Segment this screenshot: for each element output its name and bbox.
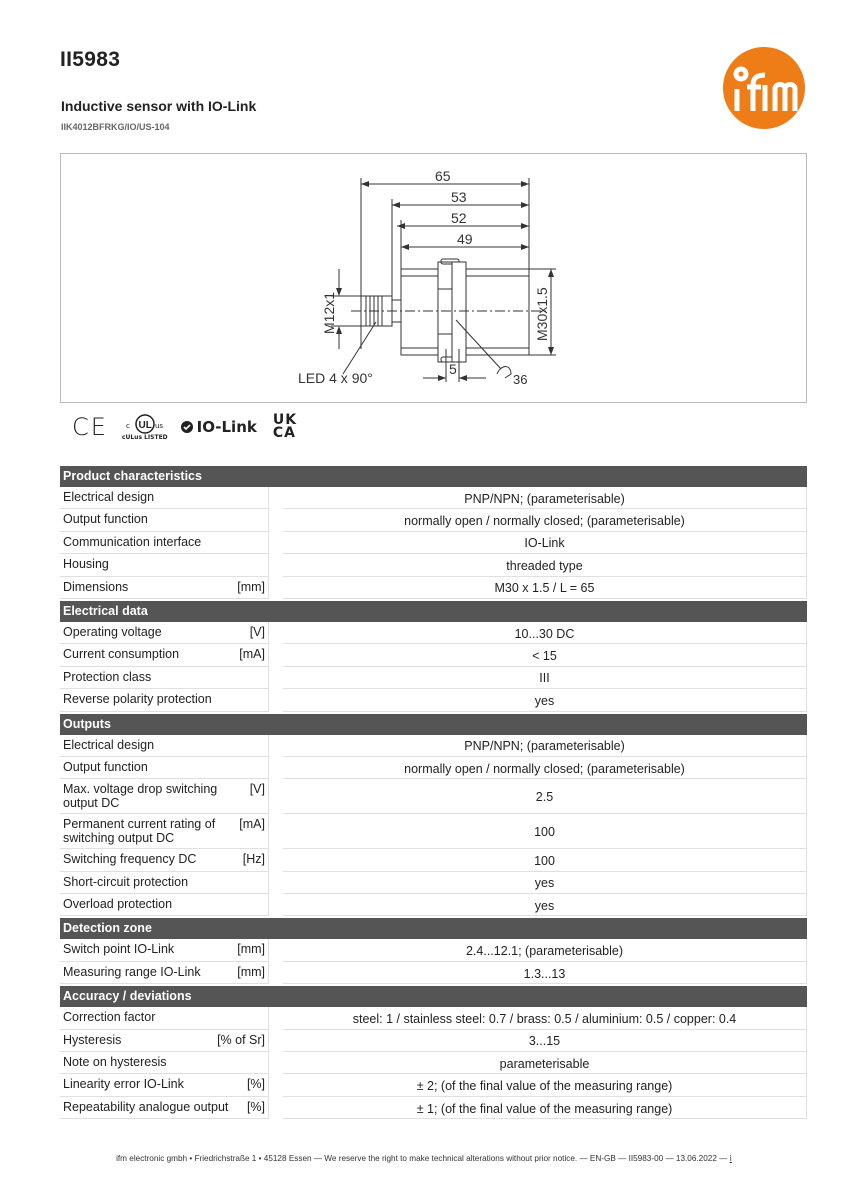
product-code: II5983 [60,48,121,71]
spec-row [60,872,807,894]
spec-label-cell [60,554,269,576]
spec-row [60,689,807,711]
spec-label: Correction factor [63,1010,156,1025]
led-label: LED 4 x 90° [298,370,373,386]
dim-5: 5 [449,361,457,377]
svg-text:us: us [154,421,163,430]
spec-row [60,779,807,814]
spec-value: 10...30 DC [283,622,807,644]
spec-label-cell [60,509,269,531]
spec-label: Switching frequency DC [63,852,197,867]
product-name: Inductive sensor with IO-Link [61,98,257,114]
spec-value: PNP/NPN; (parameterisable) [283,735,807,757]
spec-value: 100 [283,849,807,871]
dim-65: 65 [435,168,451,184]
spec-unit [259,875,265,890]
spec-row [60,814,807,849]
spec-value: yes [283,872,807,894]
spec-row [60,644,807,666]
spec-label: Permanent current rating of switching output DC [63,817,216,846]
spec-label-cell [60,814,269,849]
spec-row [60,1097,807,1119]
page-footer [0,1153,848,1163]
spec-value: < 15 [283,644,807,666]
io-link-mark [180,418,257,436]
spec-table [60,464,807,1119]
spec-label-cell [60,577,269,599]
spec-row [60,554,807,576]
ul-mark [122,414,168,441]
spec-row [60,622,807,644]
certification-marks [72,410,301,444]
spec-label: Measuring range IO-Link [63,964,201,979]
spec-unit: [%] [246,1099,265,1114]
spec-label: Max. voltage drop switching output DC [63,782,218,811]
dim-53: 53 [451,189,467,205]
spec-row [60,849,807,871]
article-number: IIK4012BFRKG/IO/US-104 [61,122,170,132]
spec-value: 2.5 [283,779,807,814]
spec-label-cell [60,757,269,779]
spec-label-cell [60,735,269,757]
spec-label: Short-circuit protection [63,874,189,889]
spec-row [60,1074,807,1096]
spec-unit: [Hz] [242,852,265,867]
spec-unit [259,897,265,912]
spec-label-cell [60,1030,269,1052]
spec-unit: [mm] [237,964,265,979]
spec-unit: [%] [246,1077,265,1092]
spec-unit: [V] [249,624,265,639]
spec-unit [259,1055,265,1070]
spec-value: III [283,667,807,689]
spec-label: Reverse polarity protection [63,692,212,707]
spec-value: ± 2; (of the final value of the measuring range) [283,1074,807,1096]
spec-label-cell [60,532,269,554]
spec-label: Communication interface [63,534,202,549]
spec-value: PNP/NPN; (parameterisable) [283,487,807,509]
ce-mark: CE [72,413,108,441]
spec-label-cell [60,779,269,814]
spec-row [60,1052,807,1074]
spec-value: parameterisable [283,1052,807,1074]
spec-label: Overload protection [63,897,173,912]
spec-label: Hysteresis [63,1032,122,1047]
spec-unit: [% of Sr] [217,1032,265,1047]
spec-value: threaded type [283,554,807,576]
spec-label: Housing [63,557,109,572]
spec-unit [259,760,265,775]
spec-label-cell [60,1074,269,1096]
spec-unit [259,512,265,527]
spec-label-cell [60,939,269,961]
dimension-drawing [60,153,807,403]
spec-unit [259,670,265,685]
spec-label-cell [60,872,269,894]
spec-unit [259,557,265,572]
spec-unit: [V] [249,782,265,797]
spec-unit: [mA] [239,817,265,832]
spec-row [60,532,807,554]
spec-unit: [mm] [237,942,265,957]
spec-unit: [mA] [239,647,265,662]
spec-value: steel: 1 / stainless steel: 0.7 / brass: 0.5 / aluminium: 0.5 / copper: 0.4 [283,1007,807,1029]
svg-text:c: c [125,421,130,430]
spec-label-cell [60,644,269,666]
spec-row [60,1030,807,1052]
spec-row [60,487,807,509]
section-header: Product characteristics [60,466,807,487]
section-header: Accuracy / deviations [60,986,807,1007]
spec-label-cell [60,689,269,711]
spec-row [60,1007,807,1029]
spec-row [60,577,807,599]
spec-label: Linearity error IO-Link [63,1077,184,1092]
spec-value: 3...15 [283,1030,807,1052]
spec-unit [259,490,265,505]
spec-unit [259,738,265,753]
spec-label: Output function [63,759,148,774]
spec-value: 1.3...13 [283,962,807,984]
spec-label-cell [60,667,269,689]
spec-label: Dimensions [63,579,129,594]
thread-m30-label: M30x1.5 [534,287,550,341]
spec-value: 2.4...12.1; (parameterisable) [283,939,807,961]
dim-36: 36 [513,372,528,387]
section-header: Detection zone [60,918,807,939]
spec-value: normally open / normally closed; (parameterisable) [283,757,807,779]
wrench-icon [497,367,511,379]
spec-row [60,509,807,531]
ul-label: cULus LISTED [121,433,168,441]
spec-label-cell [60,962,269,984]
svg-text:UL: UL [138,419,152,431]
spec-label-cell [60,487,269,509]
spec-value: yes [283,894,807,916]
spec-row [60,735,807,757]
spec-row [60,894,807,916]
io-link-label: IO-Link [196,418,257,436]
spec-label: Switch point IO-Link [63,942,175,957]
spec-label-cell [60,1052,269,1074]
spec-label-cell [60,849,269,871]
spec-label-cell [60,894,269,916]
sensor-diagram [61,154,808,404]
spec-row [60,667,807,689]
ifm-logo [723,47,805,129]
spec-unit [259,1010,265,1025]
spec-unit [259,535,265,550]
dim-49: 49 [457,231,473,247]
thread-m12-label: M12x1 [321,291,337,334]
spec-label: Protection class [63,669,152,684]
dim-52: 52 [451,210,467,226]
spec-value: 100 [283,814,807,849]
spec-label: Electrical design [63,737,155,752]
section-header: Electrical data [60,601,807,622]
spec-label: Operating voltage [63,624,162,639]
spec-label: Current consumption [63,647,180,662]
spec-value: yes [283,689,807,711]
spec-value: IO-Link [283,532,807,554]
spec-value: M30 x 1.5 / L = 65 [283,577,807,599]
spec-label: Note on hysteresis [63,1055,167,1070]
spec-value: ± 1; (of the final value of the measuring range) [283,1097,807,1119]
ukca-mark: UK CA [272,412,298,441]
spec-label-cell [60,1097,269,1119]
spec-value: normally open / normally closed; (parameterisable) [283,509,807,531]
hazard-icon: ⅰ [729,1154,732,1163]
section-header: Outputs [60,714,807,735]
spec-row [60,962,807,984]
spec-label: Output function [63,512,148,527]
spec-label-cell [60,1007,269,1029]
spec-unit: [mm] [237,579,265,594]
spec-label: Repeatability analogue output [63,1099,229,1114]
spec-row [60,757,807,779]
spec-row [60,939,807,961]
spec-label-cell [60,622,269,644]
footer-text: ifm electronic gmbh • Friedrichstraße 1 • 45128 Essen — We reserve the right to make technical alterations without prior notice. — EN-GB — II5983-00 — 13.06.2022 — [116,1154,728,1163]
spec-label: Electrical design [63,490,155,504]
spec-unit [259,692,265,707]
